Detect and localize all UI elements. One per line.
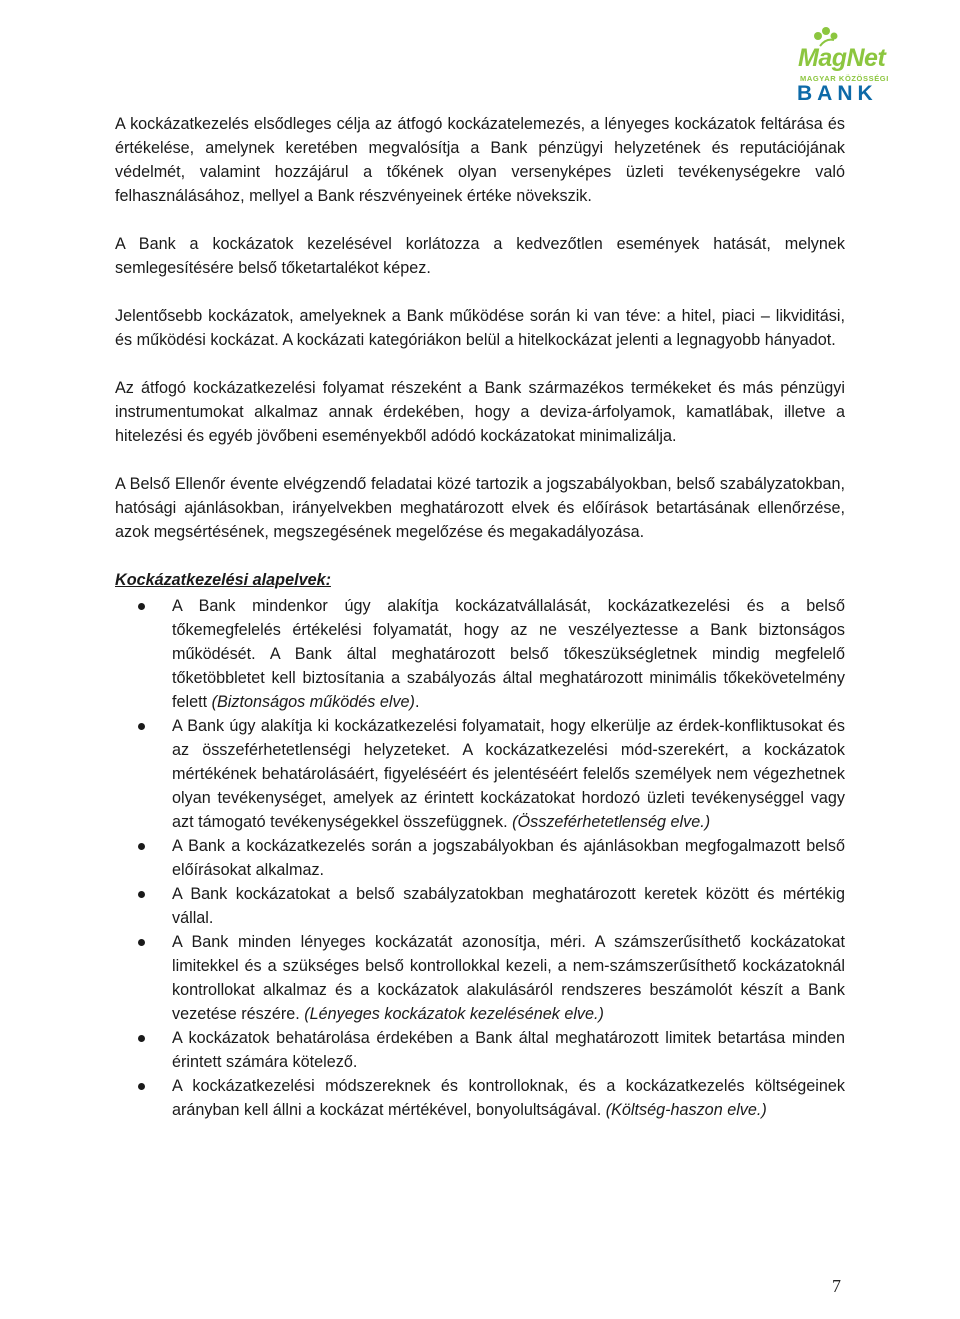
item-text: A kockázatkezelési módszereknek és kontrolloknak, és a kockázatkezelés költségeinek arányban kell állni a kockázat mértékével, bonyolultságával. [172, 1077, 845, 1119]
list-item [115, 1026, 845, 1074]
list-item [115, 882, 845, 930]
paragraph-2: A Bank a kockázatok kezelésével korlátozza a kedvezőtlen események hatását, melynek semlegesítésére belső tőketartalékot képez. [115, 235, 845, 277]
logo-bank: BANK [797, 82, 878, 105]
paragraph-1: A kockázatkezelés elsődleges célja az átfogó kockázatelemezés, a lényeges kockázatok feltárása és értékelése, amelynek keretében megvalósítja a Bank pénzügyi helyzetének és reputációjának védelmét, valamint hozzájárul a tőkének olyan versenyképes üzleti tevékenységekre való felhasználásához, mellyel a Bank részvényeinek értéke növekszik. [115, 115, 845, 205]
bullet-icon [138, 891, 145, 898]
item-text: A Bank úgy alakítja ki kockázatkezelési folyamatait, hogy elkerülje az érdek-konfliktusokat és az összeférhetetlenségi helyzeteket. A kockázatkezelési mód-szerekért, a kockázatok mértékének behatárolásáért, figyeléséért és jelentéséért felelős személyek nem végezhetnek olyan tevékenységet, amelyek az érintett kockázatokat hordozó üzleti tevékenységgel vagy azt támogató tevékenységekkel összefüggnek. [172, 717, 845, 831]
bank-logo [790, 26, 940, 105]
bullet-icon [138, 723, 145, 730]
item-text: A Bank mindenkor úgy alakítja kockázatvállalását, kockázatkezelési és a belső tőkemegfelelés értékelési folyamatát, hogy az ne veszélyeztesse a Bank biztonságos működését. A Bank által meghatározott belső tőkeszükségletnek mindig megfelelő tőketöbbletet kell biztosítania a szabályozás által meghatározott minimális tőkekövetelmény felett [172, 597, 845, 711]
list-item [115, 594, 845, 714]
item-text: A Bank kockázatokat a belső szabályzatokban meghatározott keretek között és mértékig vállal. [172, 885, 845, 927]
paragraph-4: Az átfogó kockázatkezelési folyamat részeként a Bank származékos termékeket és más pénzügyi instrumentumokat alkalmaz annak érdekében, hogy a deviza-árfolyamok, kamatlábak, illetve a hitelezési és egyéb jövőbeni eseményekből adódó kockázatokat minimalizálja. [115, 379, 845, 445]
paragraph-5: A Belső Ellenőr évente elvégzendő feladatai közé tartozik a jogszabályokban, belső szabályzatokban, hatósági ajánlásokban, irányelvekben meghatározott elvek és előírások betartásának ellenőrzése, azok megsértésének, megszegésének megelőzése és megakadályozása. [115, 475, 845, 541]
page-number: 7 [832, 1276, 841, 1296]
bullet-icon [138, 1083, 145, 1090]
paragraph-3: Jelentősebb kockázatok, amelyeknek a Bank működése során ki van téve: a hitel, piaci – likviditási, és működési kockázat. A kockázati kategóriákon belül a hitelkockázat jelenti a legnagyobb hányadot. [115, 307, 845, 349]
list-item [115, 714, 845, 834]
logo-name: MagNet [798, 44, 886, 72]
item-text: A Bank a kockázatkezelés során a jogszabályokban és ajánlásokban megfogalmazott belső előírásokat alkalmaz. [172, 837, 845, 879]
item-tail: . [414, 693, 420, 711]
principles-list [115, 594, 845, 1122]
bullet-icon [138, 1035, 145, 1042]
list-item [115, 930, 845, 1026]
bullet-icon [138, 603, 145, 610]
list-item [115, 834, 845, 882]
document-body [115, 112, 845, 1122]
principle-label: (Költség-haszon elve.) [605, 1101, 767, 1119]
bullet-icon [138, 939, 145, 946]
principle-label: (Lényeges kockázatok kezelésének elve.) [304, 1005, 604, 1023]
principle-label: (Biztonságos működés elve) [211, 693, 415, 711]
list-item [115, 1074, 845, 1122]
principle-label: (Összeférhetetlenség elve.) [512, 813, 711, 831]
section-title: Kockázatkezelési alapelvek: [115, 571, 331, 589]
item-text: A kockázatok behatárolása érdekében a Bank által meghatározott limitek betartása minden érintett számára kötelező. [172, 1029, 845, 1071]
item-text: A Bank minden lényeges kockázatát azonosítja, méri. A számszerűsíthető kockázatokat limitekkel és a szükséges belső kontrollokkal kezeli, a nem-számszerűsíthető kockázatoknál kontrollokat alkalmaz és a kockázatok alakulásáról rendszeres beszámolót készít a Bank vezetése részére. [172, 933, 845, 1023]
bullet-icon [138, 843, 145, 850]
logo-subtitle: MAGYAR KÖZÖSSÉGI [800, 74, 889, 83]
